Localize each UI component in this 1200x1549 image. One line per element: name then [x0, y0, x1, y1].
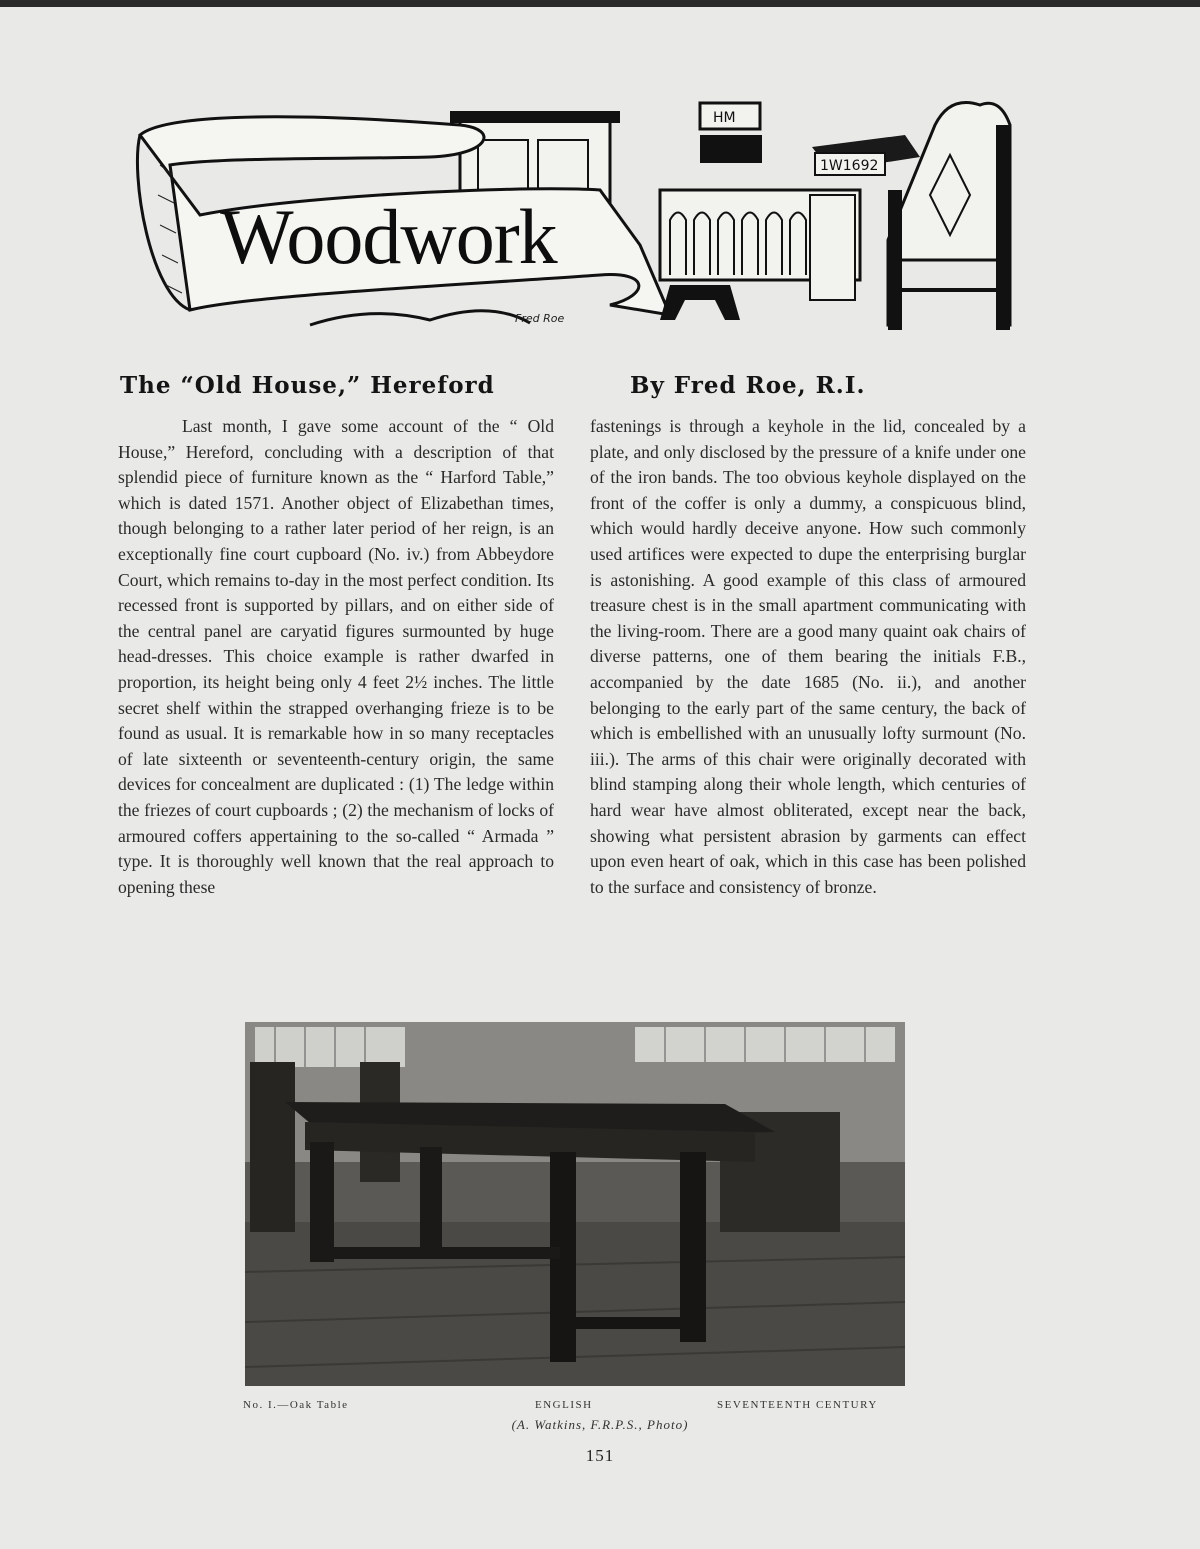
- artist-signature: Fred Roe: [515, 312, 565, 325]
- scan-top-edge: [0, 0, 1200, 7]
- article-title: The “Old House,” Hereford: [120, 372, 495, 399]
- photo-credit: (A. Watkins, F.R.P.S., Photo): [511, 1417, 689, 1432]
- photo-caption: [243, 1399, 905, 1413]
- page-number: 151: [585, 1446, 615, 1465]
- caption-period: SEVENTEENTH CENTURY: [717, 1399, 878, 1411]
- caption-origin: ENGLISH: [535, 1399, 593, 1411]
- carved-inscription: 1W1692: [820, 158, 879, 174]
- column-right-text: fastenings is through a keyhole in the lid, concealed by a plate, and only disclosed by the pressure of a knife under one of the iron bands. The too obvious keyhole displayed on the front of the coffer is only a dummy, a conspicuous blind, which would hardly deceive anyone. How such commonly used artifices were expected to dupe the enterprising burglar is astonishing. A good example of this class of armoured treasure chest is in the small apartment communicating with the living-room. There are a good many quaint oak chairs of diverse patterns, one of them bearing the initials F.B., accompanied by the date 1685 (No. ii.), and another belonging to the early part of the same century, the back of which is embellished with an unusually lofty surmount (No. iii.). The arms of this chair were originally decorated with blind stamping along their whole length, which centuries of hard wear have almost obliterated, except near the back, showing what persistent abrasion by garments can effect upon even heart of oak, which in this case has been polished to the surface and consistency of bronze.: [590, 416, 1026, 897]
- column-left: [118, 414, 554, 900]
- carved-inscription: HM: [713, 110, 736, 126]
- column-right: [590, 414, 1026, 900]
- column-left-text: Last month, I gave some account of the “ Old House,” Hereford, concluding with a description of that splendid piece of furniture known as the “ Harford Table,” which is dated 1571. Another object of Elizabethan times, though belonging to a rather later period of her reign, is an exceptionally fine court cupboard (No. iv.) from Abbeydore Court, which remains to-day in the most perfect condition. Its recessed front is supported by pillars, and on either side of the central panel are caryatid figures surmounted by huge head-dresses. This choice example is rather dwarfed in proportion, its height being only 4 feet 2½ inches. The little secret shelf within the strapped overhanging frieze is to be found as usual. It is remarkable how in so many receptacles of late sixteenth or seventeenth-century origin, the same devices for concealment are duplicated : (1) The ledge within the friezes of court cupboards ; (2) the mechanism of locks of armoured coffers appertaining to the so-called “ Armada ” type. It is thoroughly well known that the real approach to opening these: [118, 416, 554, 897]
- masthead-title: Woodwork: [220, 193, 557, 280]
- caption-number: No. I.—Oak Table: [243, 1399, 349, 1411]
- oak-table-photo: [245, 1022, 905, 1386]
- article-byline: By Fred Roe, R.I.: [630, 372, 866, 399]
